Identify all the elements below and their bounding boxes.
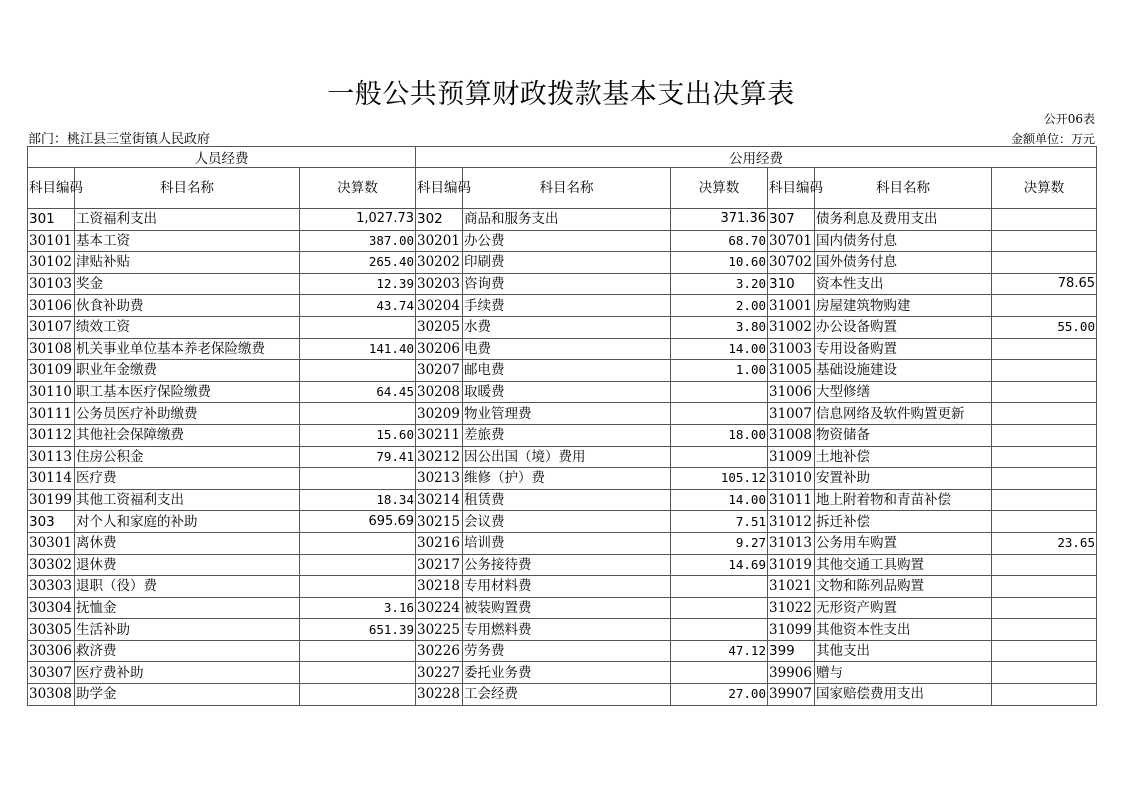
- amount-cell: [992, 338, 1097, 360]
- page-title: 一般公共预算财政拨款基本支出决算表: [327, 79, 795, 110]
- amount-cell: [300, 532, 416, 554]
- amount-cell: 1.00: [671, 360, 768, 382]
- subject-code-cell: 30305: [28, 619, 75, 641]
- amount-cell: 3.80: [671, 316, 768, 338]
- amount-cell: [992, 511, 1097, 533]
- amount-cell: [992, 295, 1097, 317]
- subject-code-cell: 30218: [416, 576, 463, 598]
- subject-name-cell: 职业年金缴费: [75, 360, 300, 382]
- subject-name-cell: 因公出国（境）费用: [463, 446, 671, 468]
- amount-cell: 141.40: [300, 338, 416, 360]
- table-row: [28, 295, 1097, 317]
- subject-name-cell: 被装购置费: [463, 597, 671, 619]
- subject-name-cell: 工会经费: [463, 684, 671, 706]
- amount-cell: [992, 554, 1097, 576]
- table-row: [28, 381, 1097, 403]
- subject-code-cell: 30101: [28, 230, 75, 252]
- amount-cell: [300, 554, 416, 576]
- subject-code-cell: 31003: [768, 338, 815, 360]
- amount-cell: [300, 576, 416, 598]
- subject-name-cell: 其他社会保障缴费: [75, 424, 300, 446]
- amount-cell: [300, 316, 416, 338]
- amount-cell: 15.60: [300, 424, 416, 446]
- amount-cell: 3.20: [671, 273, 768, 295]
- table-row: [28, 316, 1097, 338]
- subject-code-cell: 31011: [768, 489, 815, 511]
- subject-name-cell: 基本工资: [75, 230, 300, 252]
- subject-name-cell: 其他交通工具购置: [815, 554, 992, 576]
- subject-name-cell: 津贴补贴: [75, 252, 300, 274]
- amount-cell: 27.00: [671, 684, 768, 706]
- subject-name-cell: 国外债务付息: [815, 252, 992, 274]
- subject-name-cell: 绩效工资: [75, 316, 300, 338]
- amount-cell: 14.69: [671, 554, 768, 576]
- subject-code-cell: 31012: [768, 511, 815, 533]
- amount-cell: 47.12: [671, 640, 768, 662]
- subject-code-cell: 30301: [28, 532, 75, 554]
- expenditure-table: [27, 146, 1097, 706]
- header-amount: 决算数: [992, 168, 1097, 209]
- amount-cell: [992, 424, 1097, 446]
- amount-cell: 695.69: [300, 511, 416, 533]
- amount-cell: 79.41: [300, 446, 416, 468]
- subject-name-cell: 培训费: [463, 532, 671, 554]
- subject-code-cell: 30701: [768, 230, 815, 252]
- amount-cell: 18.34: [300, 489, 416, 511]
- amount-cell: [992, 446, 1097, 468]
- subject-name-cell: 咨询费: [463, 273, 671, 295]
- subject-name-cell: 抚恤金: [75, 597, 300, 619]
- subject-name-cell: 公务用车购置: [815, 532, 992, 554]
- subject-code-cell: 30215: [416, 511, 463, 533]
- subject-code-cell: 30106: [28, 295, 75, 317]
- subject-code-cell: 30107: [28, 316, 75, 338]
- subject-name-cell: 医疗费: [75, 468, 300, 490]
- amount-cell: 3.16: [300, 597, 416, 619]
- amount-cell: [300, 662, 416, 684]
- subject-name-cell: 公务员医疗补助缴费: [75, 403, 300, 425]
- subject-name-cell: 对个人和家庭的补助: [75, 511, 300, 533]
- subject-code-cell: 303: [28, 511, 75, 533]
- table-row: [28, 662, 1097, 684]
- amount-cell: 23.65: [992, 532, 1097, 554]
- amount-cell: 14.00: [671, 338, 768, 360]
- subject-name-cell: 房屋建筑物购建: [815, 295, 992, 317]
- subject-code-cell: 30114: [28, 468, 75, 490]
- subject-name-cell: 公务接待费: [463, 554, 671, 576]
- subject-name-cell: 伙食补助费: [75, 295, 300, 317]
- amount-cell: [671, 662, 768, 684]
- amount-cell: [671, 403, 768, 425]
- subject-name-cell: 手续费: [463, 295, 671, 317]
- subject-code-cell: 31010: [768, 468, 815, 490]
- amount-cell: 387.00: [300, 230, 416, 252]
- table-row: [28, 597, 1097, 619]
- amount-cell: [671, 597, 768, 619]
- table-row: [28, 209, 1097, 231]
- subject-name-cell: 差旅费: [463, 424, 671, 446]
- amount-cell: 18.00: [671, 424, 768, 446]
- amount-cell: 9.27: [671, 532, 768, 554]
- subject-name-cell: 奖金: [75, 273, 300, 295]
- amount-cell: [992, 576, 1097, 598]
- subject-code-cell: 31013: [768, 532, 815, 554]
- header-amount: 决算数: [671, 168, 768, 209]
- amount-cell: 78.65: [992, 273, 1097, 295]
- subject-code-cell: 30113: [28, 446, 75, 468]
- header-name: 科目名称: [815, 168, 992, 209]
- subject-name-cell: 专用燃料费: [463, 619, 671, 641]
- subject-name-cell: 地上附着物和青苗补偿: [815, 489, 992, 511]
- subject-name-cell: 土地补偿: [815, 446, 992, 468]
- amount-cell: [992, 619, 1097, 641]
- table-row: [28, 511, 1097, 533]
- subject-name-cell: 无形资产购置: [815, 597, 992, 619]
- subject-code-cell: 30213: [416, 468, 463, 490]
- subject-code-cell: 30201: [416, 230, 463, 252]
- subject-code-cell: 30112: [28, 424, 75, 446]
- header-name: 科目名称: [463, 168, 671, 209]
- header-code: 科目编码: [416, 168, 463, 209]
- table-row: [28, 360, 1097, 382]
- subject-code-cell: 30211: [416, 424, 463, 446]
- amount-cell: 14.00: [671, 489, 768, 511]
- subject-name-cell: 退休费: [75, 554, 300, 576]
- amount-cell: [992, 662, 1097, 684]
- header-code: 科目编码: [768, 168, 815, 209]
- subject-name-cell: 水费: [463, 316, 671, 338]
- amount-cell: 55.00: [992, 316, 1097, 338]
- subject-name-cell: 离休费: [75, 532, 300, 554]
- subject-name-cell: 基础设施建设: [815, 360, 992, 382]
- subject-code-cell: 30226: [416, 640, 463, 662]
- subject-name-cell: 文物和陈列品购置: [815, 576, 992, 598]
- subject-name-cell: 邮电费: [463, 360, 671, 382]
- table-row: [28, 424, 1097, 446]
- amount-cell: 265.40: [300, 252, 416, 274]
- subject-name-cell: 专用设备购置: [815, 338, 992, 360]
- subject-code-cell: 30110: [28, 381, 75, 403]
- amount-cell: 2.00: [671, 295, 768, 317]
- header-amount: 决算数: [300, 168, 416, 209]
- subject-code-cell: 39907: [768, 684, 815, 706]
- subject-name-cell: 会议费: [463, 511, 671, 533]
- subject-name-cell: 其他资本性支出: [815, 619, 992, 641]
- subject-name-cell: 大型修缮: [815, 381, 992, 403]
- subject-code-cell: 30217: [416, 554, 463, 576]
- subject-name-cell: 物业管理费: [463, 403, 671, 425]
- subject-code-cell: 30199: [28, 489, 75, 511]
- subject-code-cell: 30307: [28, 662, 75, 684]
- amount-cell: 43.74: [300, 295, 416, 317]
- subject-name-cell: 电费: [463, 338, 671, 360]
- subject-name-cell: 拆迁补偿: [815, 511, 992, 533]
- amount-cell: 10.60: [671, 252, 768, 274]
- subject-code-cell: 31099: [768, 619, 815, 641]
- subject-name-cell: 印刷费: [463, 252, 671, 274]
- subject-name-cell: 信息网络及软件购置更新: [815, 403, 992, 425]
- group-header-personnel: 人员经费: [28, 147, 416, 168]
- amount-cell: [671, 446, 768, 468]
- amount-cell: 7.51: [671, 511, 768, 533]
- subject-name-cell: 办公费: [463, 230, 671, 252]
- amount-cell: [671, 619, 768, 641]
- amount-cell: [992, 230, 1097, 252]
- subject-code-cell: 30209: [416, 403, 463, 425]
- table-row: [28, 338, 1097, 360]
- amount-cell: [992, 468, 1097, 490]
- subject-name-cell: 国家赔偿费用支出: [815, 684, 992, 706]
- amount-cell: [992, 360, 1097, 382]
- amount-cell: [992, 489, 1097, 511]
- subject-name-cell: 退职（役）费: [75, 576, 300, 598]
- subject-code-cell: 30214: [416, 489, 463, 511]
- subject-code-cell: 31006: [768, 381, 815, 403]
- department-label: 部门：桃江县三堂街镇人民政府: [28, 132, 211, 147]
- amount-cell: [300, 468, 416, 490]
- subject-code-cell: 30228: [416, 684, 463, 706]
- amount-cell: 64.45: [300, 381, 416, 403]
- subject-code-cell: 30103: [28, 273, 75, 295]
- amount-cell: [992, 381, 1097, 403]
- subject-code-cell: 30702: [768, 252, 815, 274]
- subject-code-cell: 30302: [28, 554, 75, 576]
- table-row: [28, 532, 1097, 554]
- amount-cell: 12.39: [300, 273, 416, 295]
- header-code: 科目编码: [28, 168, 75, 209]
- table-body: [28, 209, 1097, 706]
- amount-cell: [300, 684, 416, 706]
- subject-code-cell: 30102: [28, 252, 75, 274]
- table-row: [28, 576, 1097, 598]
- amount-cell: [300, 403, 416, 425]
- subject-name-cell: 商品和服务支出: [463, 209, 671, 231]
- subject-name-cell: 助学金: [75, 684, 300, 706]
- subject-code-cell: 302: [416, 209, 463, 231]
- subject-code-cell: 30205: [416, 316, 463, 338]
- subject-code-cell: 301: [28, 209, 75, 231]
- subject-name-cell: 其他支出: [815, 640, 992, 662]
- subject-code-cell: 31022: [768, 597, 815, 619]
- table-row: [28, 619, 1097, 641]
- subject-code-cell: 31021: [768, 576, 815, 598]
- subject-code-cell: 31002: [768, 316, 815, 338]
- subject-code-cell: 30207: [416, 360, 463, 382]
- table-row: [28, 640, 1097, 662]
- subject-code-cell: 30203: [416, 273, 463, 295]
- subject-code-cell: 31009: [768, 446, 815, 468]
- amount-cell: [992, 597, 1097, 619]
- subject-code-cell: 30225: [416, 619, 463, 641]
- subject-name-cell: 租赁费: [463, 489, 671, 511]
- subject-name-cell: 职工基本医疗保险缴费: [75, 381, 300, 403]
- table-row: [28, 273, 1097, 295]
- subject-code-cell: 30109: [28, 360, 75, 382]
- amount-cell: 371.36: [671, 209, 768, 231]
- subject-code-cell: 30304: [28, 597, 75, 619]
- subject-name-cell: 办公设备购置: [815, 316, 992, 338]
- subject-code-cell: 30216: [416, 532, 463, 554]
- amount-cell: [300, 360, 416, 382]
- amount-cell: [992, 640, 1097, 662]
- amount-cell: [992, 252, 1097, 274]
- form-code: 公开06表: [1043, 112, 1095, 126]
- table-row: [28, 489, 1097, 511]
- subject-code-cell: 30212: [416, 446, 463, 468]
- subject-code-cell: 31008: [768, 424, 815, 446]
- subject-code-cell: 310: [768, 273, 815, 295]
- subject-name-cell: 物资储备: [815, 424, 992, 446]
- subject-name-cell: 机关事业单位基本养老保险缴费: [75, 338, 300, 360]
- subject-name-cell: 其他工资福利支出: [75, 489, 300, 511]
- subject-code-cell: 30303: [28, 576, 75, 598]
- subject-name-cell: 劳务费: [463, 640, 671, 662]
- unit-label: 金额单位：万元: [1010, 132, 1095, 146]
- table-row: [28, 230, 1097, 252]
- table-row: [28, 468, 1097, 490]
- subject-code-cell: 30202: [416, 252, 463, 274]
- subject-name-cell: 国内债务付息: [815, 230, 992, 252]
- amount-cell: [992, 209, 1097, 231]
- subject-code-cell: 39906: [768, 662, 815, 684]
- amount-cell: 1,027.73: [300, 209, 416, 231]
- header-name: 科目名称: [75, 168, 300, 209]
- subject-name-cell: 安置补助: [815, 468, 992, 490]
- subject-name-cell: 工资福利支出: [75, 209, 300, 231]
- subject-code-cell: 307: [768, 209, 815, 231]
- subject-name-cell: 生活补助: [75, 619, 300, 641]
- amount-cell: 105.12: [671, 468, 768, 490]
- subject-name-cell: 委托业务费: [463, 662, 671, 684]
- subject-name-cell: 住房公积金: [75, 446, 300, 468]
- subject-code-cell: 30227: [416, 662, 463, 684]
- subject-code-cell: 30224: [416, 597, 463, 619]
- subject-code-cell: 30308: [28, 684, 75, 706]
- subject-code-cell: 30111: [28, 403, 75, 425]
- table-row: [28, 252, 1097, 274]
- subject-name-cell: 医疗费补助: [75, 662, 300, 684]
- amount-cell: 651.39: [300, 619, 416, 641]
- table-row: [28, 403, 1097, 425]
- subject-code-cell: 31001: [768, 295, 815, 317]
- table-row: [28, 554, 1097, 576]
- subject-name-cell: 专用材料费: [463, 576, 671, 598]
- subject-name-cell: 取暖费: [463, 381, 671, 403]
- amount-cell: [671, 576, 768, 598]
- table-row: [28, 684, 1097, 706]
- subject-name-cell: 债务利息及费用支出: [815, 209, 992, 231]
- subject-code-cell: 30108: [28, 338, 75, 360]
- subject-code-cell: 31005: [768, 360, 815, 382]
- group-header-public: 公用经费: [416, 147, 1097, 168]
- amount-cell: [300, 640, 416, 662]
- subject-code-cell: 31007: [768, 403, 815, 425]
- subject-code-cell: 30204: [416, 295, 463, 317]
- subject-name-cell: 赠与: [815, 662, 992, 684]
- subject-code-cell: 31019: [768, 554, 815, 576]
- table-row: [28, 446, 1097, 468]
- subject-name-cell: 救济费: [75, 640, 300, 662]
- amount-cell: 68.70: [671, 230, 768, 252]
- subject-code-cell: 30206: [416, 338, 463, 360]
- amount-cell: [992, 684, 1097, 706]
- subject-name-cell: 资本性支出: [815, 273, 992, 295]
- subject-code-cell: 399: [768, 640, 815, 662]
- subject-code-cell: 30208: [416, 381, 463, 403]
- subject-name-cell: 维修（护）费: [463, 468, 671, 490]
- subject-code-cell: 30306: [28, 640, 75, 662]
- amount-cell: [992, 403, 1097, 425]
- amount-cell: [671, 381, 768, 403]
